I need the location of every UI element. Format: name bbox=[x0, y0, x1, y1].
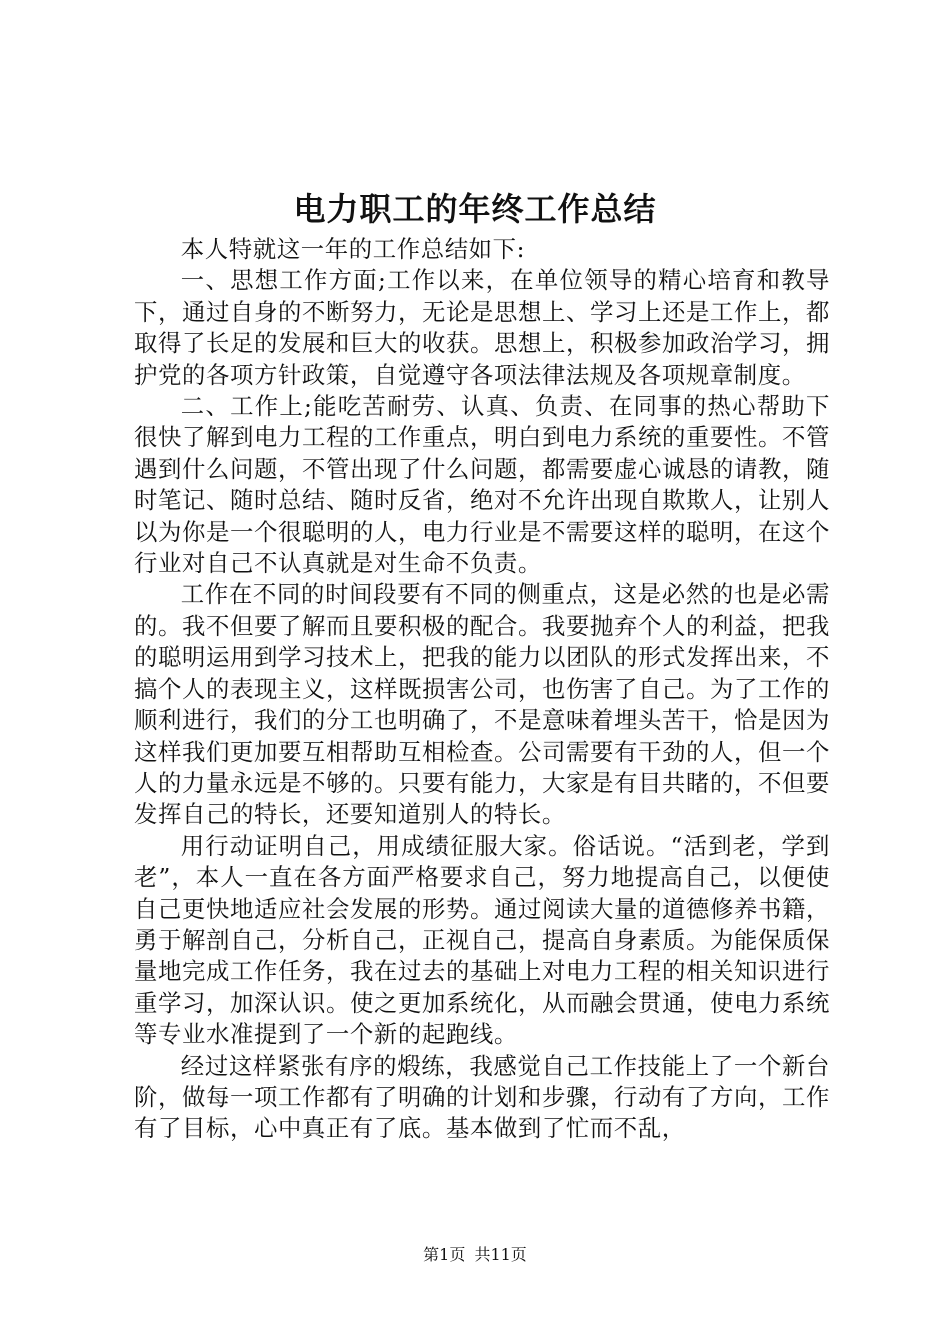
paragraph-progress: 经过这样紧张有序的煅练，我感觉自己工作技能上了一个新台阶，做每一项工作都有了明确的计划和步骤，行动有了方向，工作有了目标，心中真正有了底。基本做到了忙而不乱， bbox=[134, 1051, 830, 1143]
paragraph-intro: 本人特就这一年的工作总结如下: bbox=[180, 235, 526, 263]
paragraph-thought: 一、思想工作方面;工作以来，在单位领导的精心培育和教导下，通过自身的不断努力，无论是思想上、学习上还是工作上，都取得了长足的发展和巨大的收获。思想上，积极参加政治学习，拥护党的各项方针政策，自觉遵守各项法律法规及各项规章制度。 bbox=[134, 266, 830, 389]
paragraph-learning: 用行动证明自己，用成绩征服大家。俗话说。“活到老，学到老”，本人一直在各方面严格要求自己，努力地提高自己，以便使自己更快地适应社会发展的形势。通过阅读大量的道德修养书籍，勇于解剖自己，分析自己，正视自己，提高自身素质。为能保质保量地完成工作任务，我在过去的基础上对电力工程的相关知识进行重学习，加深认识。使之更加系统化，从而融会贯通，使电力系统等专业水准提到了一个新的起跑线。 bbox=[134, 831, 830, 1049]
page-number-footer: 第1页 共11页 bbox=[423, 1245, 527, 1264]
document-title: 电力职工的年终工作总结 bbox=[293, 190, 657, 228]
paragraph-teamwork: 工作在不同的时间段要有不同的侧重点，这是必然的也是必需的。我不但要了解而且要积极的配合。我要抛弃个人的利益，把我的聪明运用到学习技术上，把我的能力以团队的形式发挥出来，不搞个人的表现主义，这样既损害公司，也伤害了自己。为了工作的顺利进行，我们的分工也明确了，不是意味着埋头苦干，恰是因为这样我们更加要互相帮助互相检查。公司需要有干劲的人，但一个人的力量永远是不够的。只要有能力，大家是有目共睹的，不但要发挥自己的特长，还要知道别人的特长。 bbox=[134, 580, 830, 829]
paragraph-work: 二、工作上;能吃苦耐劳、认真、负责、在同事的热心帮助下很快了解到电力工程的工作重点，明白到电力系统的重要性。不管遇到什么问题，不管出现了什么问题，都需要虚心诚恳的请教，随时笔记、随时总结、随时反省，绝对不允许出现自欺欺人，让别人以为你是一个很聪明的人，电力行业是不需要这样的聪明，在这个行业对自己不认真就是对生命不负责。 bbox=[134, 392, 830, 578]
document-body bbox=[134, 234, 830, 1145]
